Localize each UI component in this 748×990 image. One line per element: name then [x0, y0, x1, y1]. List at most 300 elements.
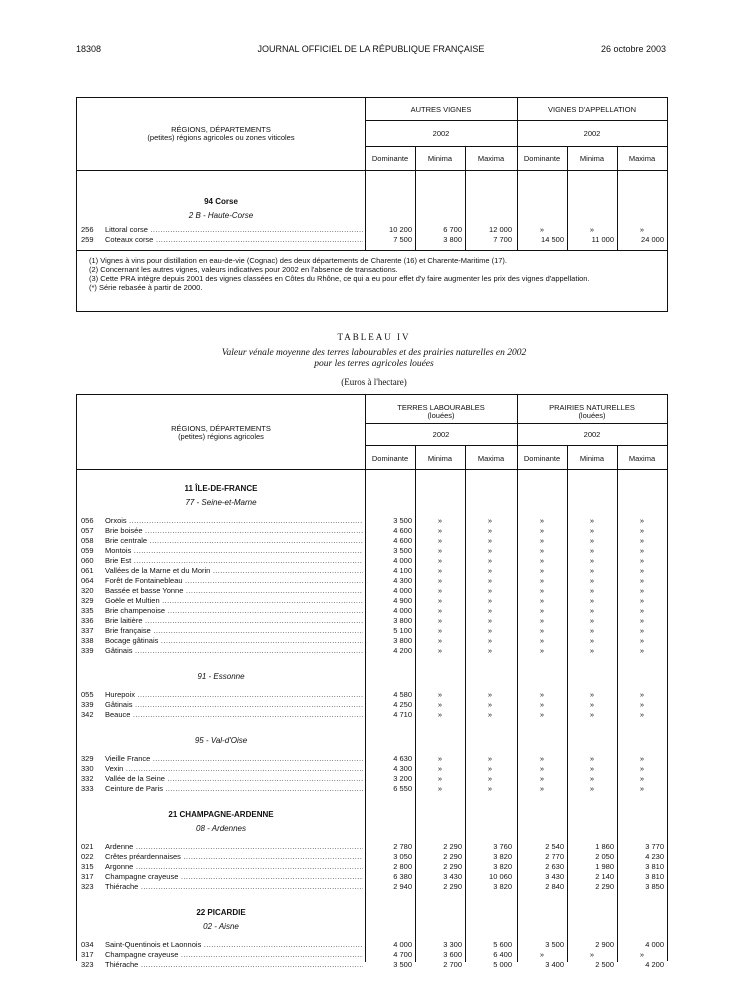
row-value: 4 200 [393, 646, 412, 655]
col-maxima: Maxima [628, 454, 656, 463]
row-code: 336 [81, 616, 94, 625]
row-value: 5 000 [493, 960, 512, 969]
regions-title: RÉGIONS, DÉPARTEMENTS [171, 424, 271, 433]
region-heading: 94 Corse [204, 197, 238, 206]
row-code: 256 [81, 225, 94, 234]
row-name: Coteaux corse ..... [105, 235, 363, 245]
row-value: 4 250 [393, 700, 412, 709]
col-dominante: Dominante [523, 154, 561, 163]
row-code: 332 [81, 774, 94, 783]
group-vignes-appellation: VIGNES D'APPELLATION [548, 105, 636, 114]
row-value: 2 840 [545, 882, 564, 891]
row-value: » [589, 700, 595, 709]
row-value: » [639, 546, 645, 555]
row-value: 3 500 [545, 940, 564, 949]
row-code: 329 [81, 596, 94, 605]
row-code: 333 [81, 784, 94, 793]
row-value: » [437, 764, 443, 773]
row-value: 2 290 [443, 842, 462, 851]
row-code: 323 [81, 882, 94, 891]
note: (*) Série rebasée à partir de 2000. [89, 283, 203, 292]
table-row [77, 774, 667, 784]
row-value: » [539, 526, 545, 535]
row-value: 2 630 [545, 862, 564, 871]
row-value: 3 760 [493, 842, 512, 851]
row-value: » [487, 576, 493, 585]
row-value: 2 140 [595, 872, 614, 881]
row-value: 4 000 [393, 606, 412, 615]
row-name: Ceinture de Paris ..... [105, 784, 363, 794]
row-value: » [639, 950, 645, 959]
row-value: » [639, 616, 645, 625]
row-name: Brie Est ..... [105, 556, 363, 566]
row-value: 2 290 [443, 882, 462, 891]
row-value: » [437, 616, 443, 625]
row-value: 3 430 [545, 872, 564, 881]
row-name: Vallée de la Seine ..... [105, 774, 363, 784]
group-autres-vignes: AUTRES VIGNES [410, 105, 472, 114]
row-value: 4 300 [393, 764, 412, 773]
col-maxima: Maxima [477, 154, 505, 163]
row-name: Goële et Multien ..... [105, 596, 363, 606]
row-code: 259 [81, 235, 94, 244]
row-value: » [539, 950, 545, 959]
row-code: 022 [81, 852, 94, 861]
row-value: » [437, 516, 443, 525]
table-row [77, 576, 667, 586]
table-row [77, 556, 667, 566]
row-value: » [437, 690, 443, 699]
table-row [77, 784, 667, 794]
row-value: » [539, 586, 545, 595]
row-name: Champagne crayeuse ..... [105, 872, 363, 882]
row-value: » [487, 616, 493, 625]
row-code: 317 [81, 872, 94, 881]
row-value: » [539, 576, 545, 585]
row-value: » [487, 784, 493, 793]
row-value: 2 290 [443, 852, 462, 861]
row-name: Vexin ..... [105, 764, 363, 774]
col-dominante: Dominante [523, 454, 561, 463]
table-row [77, 872, 667, 882]
row-value: 2 500 [595, 960, 614, 969]
row-value: » [487, 526, 493, 535]
row-name: Brie boisée ..... [105, 526, 363, 536]
row-value: 2 050 [595, 852, 614, 861]
row-value: » [539, 225, 545, 234]
vineyard-table-body [77, 171, 667, 251]
row-value: » [639, 526, 645, 535]
land-value-table-body [77, 470, 667, 969]
table-row [77, 754, 667, 764]
row-value: 4 000 [645, 940, 664, 949]
year-label: 2002 [432, 129, 450, 138]
row-name: Gâtinais ..... [105, 646, 363, 656]
row-value: 2 290 [595, 882, 614, 891]
row-value: » [487, 626, 493, 635]
region-heading: 11 ÎLE-DE-FRANCE [184, 484, 258, 493]
row-value: » [639, 784, 645, 793]
col-minima: Minima [579, 154, 605, 163]
row-value: 1 980 [595, 862, 614, 871]
row-value: » [487, 636, 493, 645]
row-value: 4 600 [393, 536, 412, 545]
row-value: » [589, 606, 595, 615]
row-value: » [487, 606, 493, 615]
row-value: » [589, 526, 595, 535]
row-value: 3 850 [645, 882, 664, 891]
row-value: 3 200 [393, 774, 412, 783]
row-code: 339 [81, 700, 94, 709]
table-row [77, 606, 667, 616]
row-code: 056 [81, 516, 94, 525]
year-label: 2002 [583, 129, 601, 138]
row-value: » [487, 774, 493, 783]
row-value: 14 500 [541, 235, 564, 244]
row-value: » [589, 626, 595, 635]
row-value: » [589, 576, 595, 585]
row-value: » [639, 710, 645, 719]
row-name: Brie champenoise ..... [105, 606, 363, 616]
row-value: 5 600 [493, 940, 512, 949]
row-code: 317 [81, 950, 94, 959]
row-value: 3 810 [645, 862, 664, 871]
row-value: » [437, 576, 443, 585]
row-value: » [589, 536, 595, 545]
row-value: 2 540 [545, 842, 564, 851]
row-name: Argonne ..... [105, 862, 363, 872]
row-value: 3 810 [645, 872, 664, 881]
row-value: » [639, 536, 645, 545]
row-value: » [437, 556, 443, 565]
row-code: 057 [81, 526, 94, 535]
row-value: 2 290 [443, 862, 462, 871]
row-value: » [539, 784, 545, 793]
row-value: 4 000 [393, 556, 412, 565]
row-value: 4 600 [393, 526, 412, 535]
row-code: 061 [81, 566, 94, 575]
row-value: 7 700 [493, 235, 512, 244]
row-value: » [589, 225, 595, 234]
col-dominante: Dominante [371, 154, 409, 163]
table-row [77, 596, 667, 606]
row-value: 4 000 [393, 940, 412, 949]
col-minima: Minima [427, 454, 453, 463]
row-value: » [589, 784, 595, 793]
row-value: » [639, 754, 645, 763]
row-value: 2 700 [443, 960, 462, 969]
row-value: » [589, 546, 595, 555]
row-name: Brie centrale ..... [105, 536, 363, 546]
row-value: 4 230 [645, 852, 664, 861]
row-value: » [437, 774, 443, 783]
row-name: Thiérache ..... [105, 960, 363, 970]
row-value: 11 000 [591, 235, 614, 244]
row-value: » [639, 225, 645, 234]
row-value: » [539, 596, 545, 605]
table-row [77, 225, 667, 235]
table-row [77, 626, 667, 636]
row-value: » [539, 616, 545, 625]
row-code: 323 [81, 960, 94, 969]
page-number: 18308 [76, 44, 102, 54]
row-value: » [589, 754, 595, 763]
row-value: » [589, 636, 595, 645]
row-value: » [437, 536, 443, 545]
table-row [77, 516, 667, 526]
row-value: » [589, 596, 595, 605]
row-value: 4 700 [393, 950, 412, 959]
row-value: 10 060 [489, 872, 512, 881]
row-value: 1 860 [595, 842, 614, 851]
row-name: Orxois ..... [105, 516, 363, 526]
row-value: 3 600 [443, 950, 462, 959]
table-row [77, 852, 667, 862]
row-name: Saint-Quentinois et Laonnois ..... [105, 940, 363, 950]
row-value: 3 820 [493, 852, 512, 861]
departement-heading: 2 B - Haute-Corse [188, 211, 254, 220]
row-value: 3 800 [393, 616, 412, 625]
row-value: » [639, 556, 645, 565]
row-code: 330 [81, 764, 94, 773]
row-code: 335 [81, 606, 94, 615]
row-value: » [639, 596, 645, 605]
row-value: » [487, 710, 493, 719]
row-value: » [437, 546, 443, 555]
row-value: 3 300 [443, 940, 462, 949]
table-row [77, 636, 667, 646]
page-header [76, 44, 666, 58]
row-value: 7 500 [393, 235, 412, 244]
row-value: » [539, 536, 545, 545]
row-value: » [639, 566, 645, 575]
table-row [77, 566, 667, 576]
table-row [77, 882, 667, 892]
land-value-table [76, 394, 668, 969]
tableau-title: Valeur vénale moyenne des terres labourables et des prairies naturelles en 2002 [221, 348, 527, 358]
note: (2) Concernant les autres vignes, valeurs indicatives pour 2002 en l'absence de transactions. [89, 265, 398, 274]
row-value: 12 000 [489, 225, 512, 234]
row-value: » [539, 690, 545, 699]
land-value-table-header [77, 395, 667, 470]
row-code: 338 [81, 636, 94, 645]
tableau-label: TABLEAU IV [337, 332, 411, 342]
row-value: » [539, 606, 545, 615]
row-value: 6 400 [493, 950, 512, 959]
row-value: 3 500 [393, 546, 412, 555]
row-value: 2 770 [545, 852, 564, 861]
row-name: Crêtes préardennaises ..... [105, 852, 363, 862]
year-label: 2002 [432, 430, 450, 439]
row-value: » [589, 764, 595, 773]
row-value: 3 400 [545, 960, 564, 969]
row-name: Montois ..... [105, 546, 363, 556]
row-value: » [437, 526, 443, 535]
row-value: » [539, 646, 545, 655]
table-row [77, 960, 667, 970]
row-value: 3 050 [393, 852, 412, 861]
row-value: » [437, 754, 443, 763]
row-code: 059 [81, 546, 94, 555]
row-value: » [589, 556, 595, 565]
row-value: » [539, 636, 545, 645]
row-value: » [589, 566, 595, 575]
region-heading: 21 CHAMPAGNE-ARDENNE [168, 810, 274, 819]
row-value: » [589, 950, 595, 959]
row-name: Brie laitière ..... [105, 616, 363, 626]
row-value: 24 000 [641, 235, 664, 244]
row-value: » [539, 774, 545, 783]
departement-heading: 95 - Val-d'Oise [194, 736, 248, 745]
table-row [77, 950, 667, 960]
row-value: » [639, 764, 645, 773]
table-row [77, 710, 667, 720]
row-value: » [437, 566, 443, 575]
row-value: 4 630 [393, 754, 412, 763]
table-row [77, 235, 667, 245]
row-value: 4 100 [393, 566, 412, 575]
row-value: » [589, 586, 595, 595]
row-code: 034 [81, 940, 94, 949]
row-value: 3 500 [393, 960, 412, 969]
row-value: 3 500 [393, 516, 412, 525]
departement-heading: 77 - Seine-et-Marne [185, 498, 257, 507]
col-dominante: Dominante [371, 454, 409, 463]
row-name: Bassée et basse Yonne ..... [105, 586, 363, 596]
row-value: 6 550 [393, 784, 412, 793]
row-value: » [539, 566, 545, 575]
row-code: 320 [81, 586, 94, 595]
row-value: » [437, 626, 443, 635]
row-value: 4 200 [645, 960, 664, 969]
regions-column-title [77, 126, 365, 142]
departement-heading: 02 - Aisne [203, 922, 239, 931]
row-value: » [589, 774, 595, 783]
row-value: » [487, 556, 493, 565]
row-value: 10 200 [389, 225, 412, 234]
row-value: 4 580 [393, 690, 412, 699]
row-value: » [539, 700, 545, 709]
regions-subtitle: (petites) régions agricoles ou zones viticoles [147, 133, 295, 142]
row-name: Vieille France ..... [105, 754, 363, 764]
row-code: 055 [81, 690, 94, 699]
regions-column-title [77, 425, 365, 441]
table-row [77, 616, 667, 626]
row-value: » [639, 576, 645, 585]
row-name: Ardenne ..... [105, 842, 363, 852]
row-name: Littoral corse ..... [105, 225, 363, 235]
row-value: » [487, 754, 493, 763]
row-value: 4 710 [393, 710, 412, 719]
row-code: 329 [81, 754, 94, 763]
table-row [77, 646, 667, 656]
col-minima: Minima [427, 154, 453, 163]
row-value: » [487, 690, 493, 699]
row-code: 339 [81, 646, 94, 655]
row-value: » [589, 516, 595, 525]
row-value: » [589, 710, 595, 719]
row-value: 5 100 [393, 626, 412, 635]
publication-date: 26 octobre 2003 [600, 44, 666, 54]
row-value: » [437, 606, 443, 615]
note: (3) Cette PRA intègre depuis 2001 des vignes classées en Côtes du Rhône, ce qui a eu pour effet d'y faire augmenter les prix des vignes d'appellation. [89, 274, 590, 283]
row-value: » [639, 700, 645, 709]
row-value: » [487, 566, 493, 575]
note: (1) Vignes à vins pour distillation en eau-de-vie (Cognac) des deux départements de Charente (16) et Charente-Maritime (17). [89, 256, 507, 265]
row-code: 342 [81, 710, 94, 719]
row-value: » [437, 586, 443, 595]
row-value: » [487, 646, 493, 655]
row-value: 4 000 [393, 586, 412, 595]
row-value: 3 800 [393, 636, 412, 645]
row-code: 337 [81, 626, 94, 635]
row-code: 315 [81, 862, 94, 871]
row-value: » [589, 646, 595, 655]
row-value: » [539, 754, 545, 763]
departement-heading: 08 - Ardennes [196, 824, 246, 833]
row-value: » [487, 596, 493, 605]
row-value: » [639, 636, 645, 645]
row-value: » [539, 516, 545, 525]
row-code: 058 [81, 536, 94, 545]
table-row [77, 700, 667, 710]
table-row [77, 526, 667, 536]
row-value: » [639, 516, 645, 525]
table-row [77, 586, 667, 596]
row-value: » [639, 586, 645, 595]
row-code: 060 [81, 556, 94, 565]
row-name: Bocage gâtinais ..... [105, 636, 363, 646]
region-heading: 22 PICARDIE [196, 908, 246, 917]
col-maxima: Maxima [477, 454, 505, 463]
row-value: » [539, 626, 545, 635]
row-name: Thiérache ..... [105, 882, 363, 892]
table-row [77, 546, 667, 556]
row-value: 3 820 [493, 882, 512, 891]
row-value: » [589, 690, 595, 699]
row-value: » [539, 556, 545, 565]
row-name: Hurepoix ..... [105, 690, 363, 700]
tableau-subtitle: pour les terres agricoles louées [314, 359, 434, 369]
row-name: Gâtinais ..... [105, 700, 363, 710]
row-value: 2 900 [595, 940, 614, 949]
row-value: 4 300 [393, 576, 412, 585]
row-value: » [487, 764, 493, 773]
row-value: 6 380 [393, 872, 412, 881]
regions-subtitle: (petites) régions agricoles [178, 432, 264, 441]
row-value: » [487, 546, 493, 555]
row-value: » [437, 784, 443, 793]
table-row [77, 842, 667, 852]
table-row [77, 940, 667, 950]
col-maxima: Maxima [628, 154, 656, 163]
row-value: » [437, 596, 443, 605]
row-value: » [539, 546, 545, 555]
row-value: » [437, 710, 443, 719]
row-code: 064 [81, 576, 94, 585]
row-name: Forêt de Fontainebleau ..... [105, 576, 363, 586]
year-label: 2002 [583, 430, 601, 439]
row-value: » [539, 710, 545, 719]
group-prairies-naturelles: PRAIRIES NATURELLES (louées) [549, 403, 635, 420]
regions-title: RÉGIONS, DÉPARTEMENTS [171, 125, 271, 134]
departement-heading: 91 - Essonne [197, 672, 245, 681]
table-row [77, 690, 667, 700]
table-row [77, 536, 667, 546]
table-row [77, 862, 667, 872]
row-value: 3 820 [493, 862, 512, 871]
row-name: Brie française ..... [105, 626, 363, 636]
